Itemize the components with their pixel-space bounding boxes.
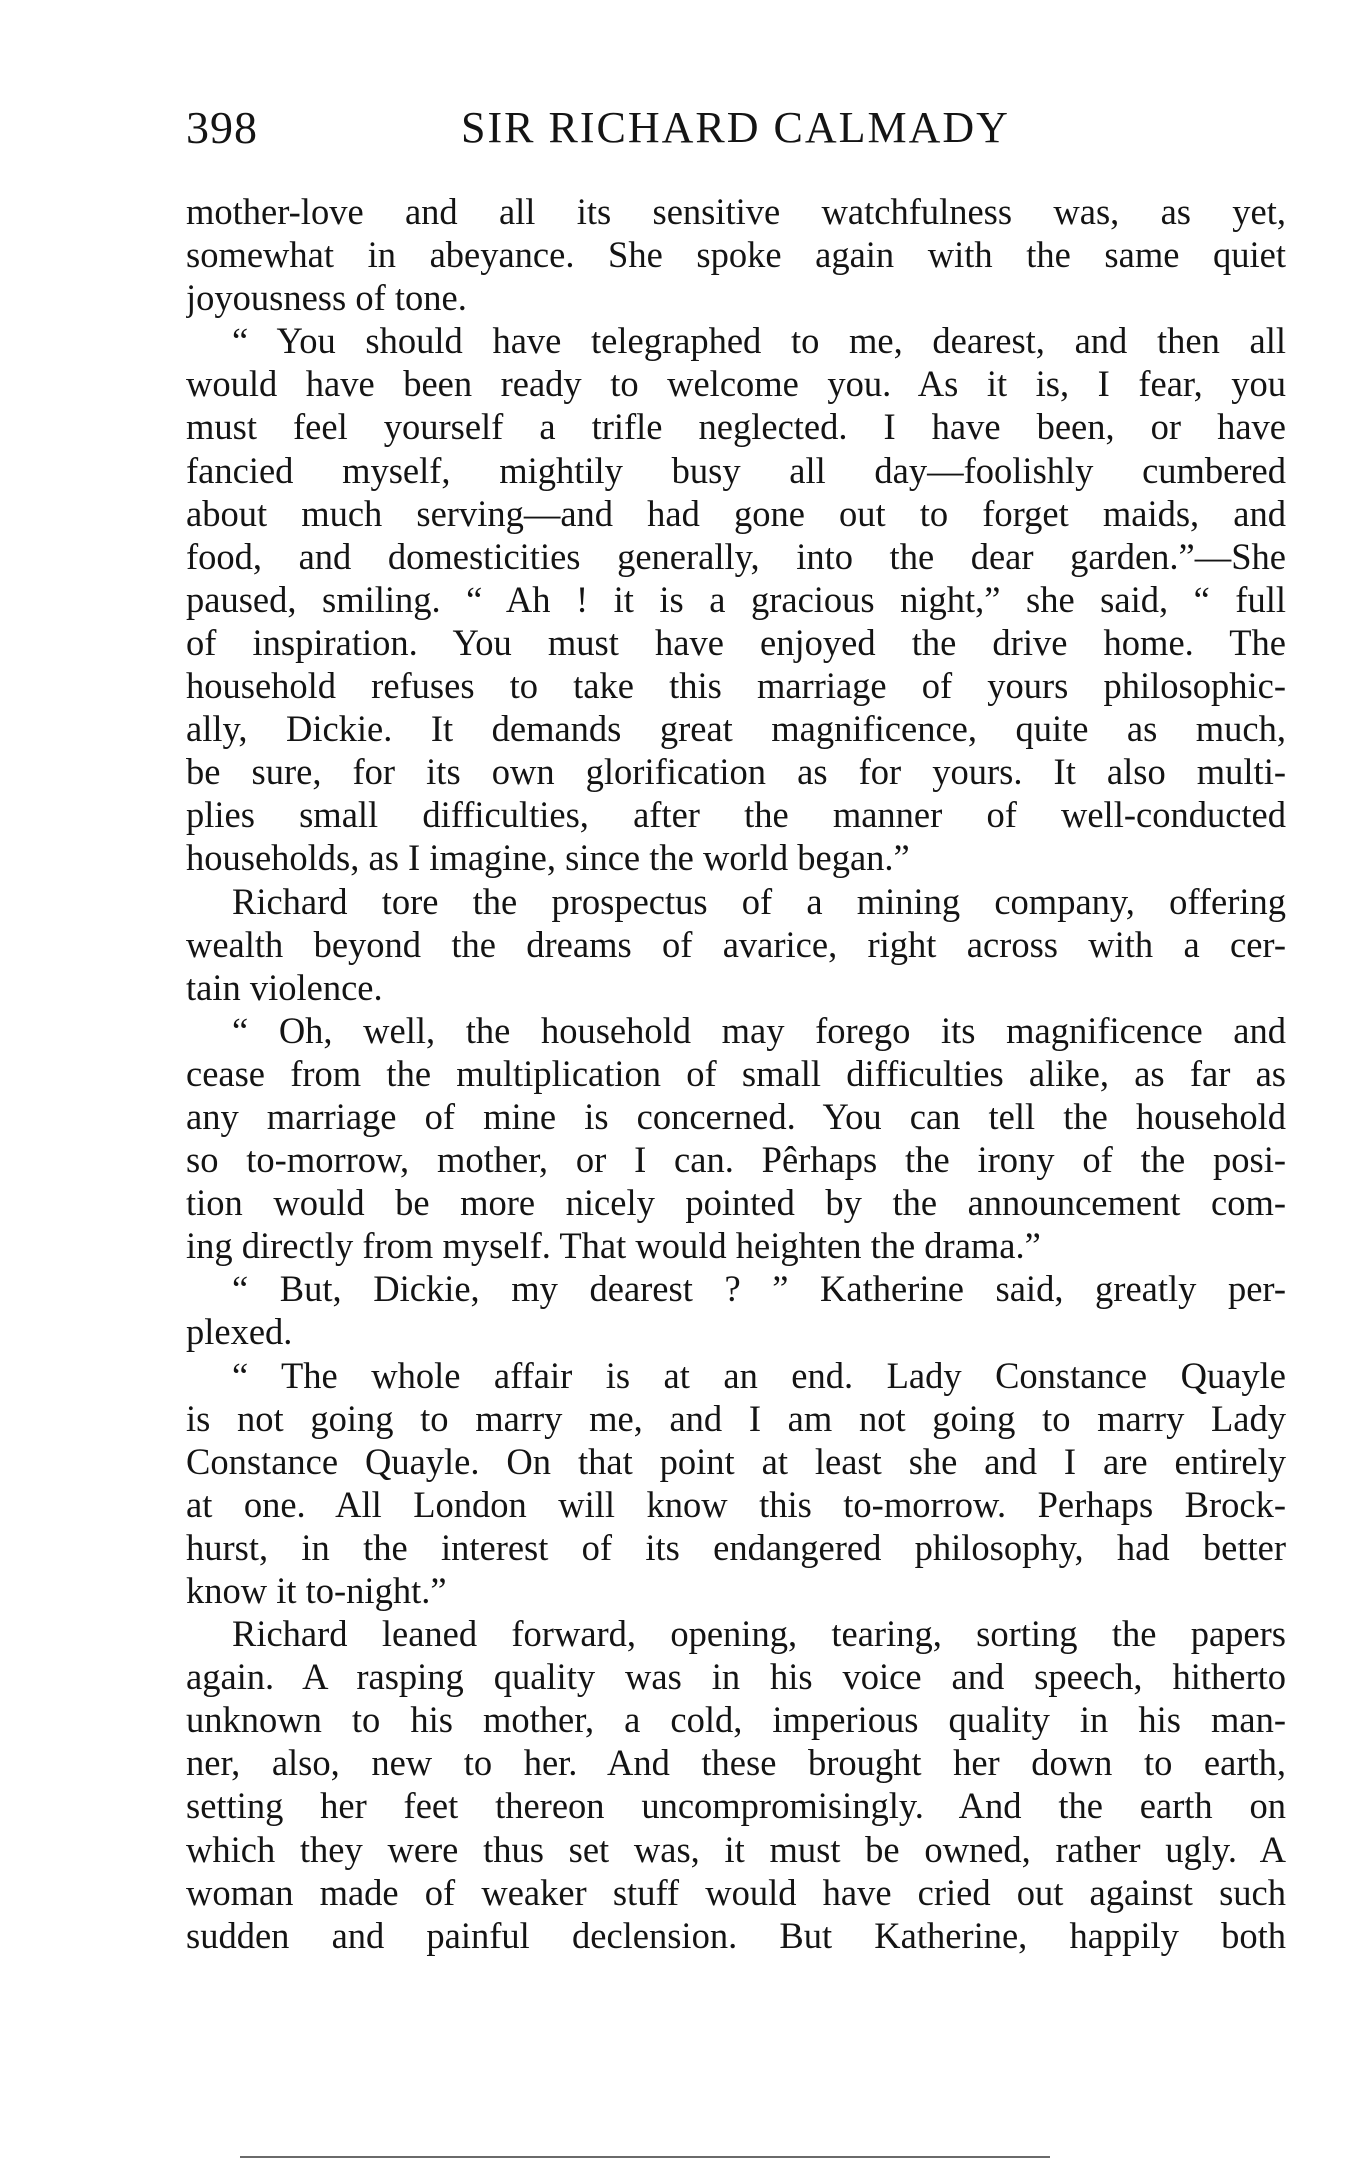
text-line: woman made of weaker stuff would have cried out against such bbox=[186, 1871, 1286, 1913]
text-line: any marriage of mine is concerned. You can tell the household bbox=[186, 1095, 1286, 1137]
text-line: is not going to marry me, and I am not going to marry Lady bbox=[186, 1397, 1286, 1439]
text-line: so to-morrow, mother, or I can. Pêrhaps the irony of the posi- bbox=[186, 1139, 1286, 1181]
text-line: household refuses to take this marriage of yours philosophic- bbox=[186, 665, 1286, 707]
page-number: 398 bbox=[186, 102, 258, 153]
text-line: tion would be more nicely pointed by the announcement com- bbox=[186, 1182, 1286, 1224]
text-line: fancied myself, mightily busy all day—foolishly cumbered bbox=[186, 449, 1286, 491]
text-line: again. A rasping quality was in his voice and speech, hitherto bbox=[186, 1656, 1286, 1698]
text-line: mother-love and all its sensitive watchfulness was, as yet, bbox=[186, 191, 1286, 232]
text-line: unknown to his mother, a cold, imperious quality in his man- bbox=[186, 1699, 1286, 1741]
text-line: paused, smiling. “ Ah ! it is a gracious night,” she said, “ full bbox=[186, 578, 1286, 620]
text-line: tain violence. bbox=[186, 966, 383, 1008]
text-line: ally, Dickie. It demands great magnificence, quite as much, bbox=[186, 708, 1286, 750]
text-line: about much serving—and had gone out to forget maids, and bbox=[186, 492, 1286, 534]
text-line: setting her feet thereon uncompromisingly. And the earth on bbox=[186, 1785, 1286, 1827]
text-line: sudden and painful declension. But Katherine, happily both bbox=[186, 1914, 1286, 1956]
text-line: ing directly from myself. That would heighten the drama.” bbox=[186, 1225, 1041, 1267]
text-line: food, and domesticities generally, into the dear garden.”—She bbox=[186, 535, 1286, 577]
text-line: Constance Quayle. On that point at least she and I are entirely bbox=[186, 1440, 1286, 1482]
text-line: which they were thus set was, it must be owned, rather ugly. A bbox=[186, 1828, 1286, 1870]
text-line: of inspiration. You must have enjoyed the drive home. The bbox=[186, 621, 1286, 663]
running-head: SIR RICHARD CALMADY bbox=[461, 103, 1010, 152]
page-header bbox=[186, 98, 1286, 158]
text-line: somewhat in abeyance. She spoke again with the same quiet bbox=[186, 234, 1286, 276]
body-text bbox=[186, 190, 1286, 1957]
text-line: cease from the multiplication of small difficulties alike, as far as bbox=[186, 1052, 1286, 1094]
footer-rule bbox=[240, 2156, 1050, 2158]
text-line: households, as I imagine, since the world began.” bbox=[186, 837, 910, 879]
text-line: ner, also, new to her. And these brought her down to earth, bbox=[186, 1742, 1286, 1784]
text-line: plies small difficulties, after the manner of well-conducted bbox=[186, 794, 1286, 836]
text-line: wealth beyond the dreams of avarice, right across with a cer- bbox=[186, 923, 1286, 965]
text-line: must feel yourself a trifle neglected. I have been, or have bbox=[186, 406, 1286, 448]
text-line: “ The whole affair is at an end. Lady Constance Quayle bbox=[232, 1354, 1286, 1396]
text-line: joyousness of tone. bbox=[186, 277, 467, 319]
text-line: at one. All London will know this to-morrow. Perhaps Brock- bbox=[186, 1483, 1286, 1525]
text-line: know it to-night.” bbox=[186, 1570, 447, 1611]
text-line: “ You should have telegraphed to me, dearest, and then all bbox=[232, 320, 1286, 362]
text-line: Richard tore the prospectus of a mining company, offering bbox=[232, 880, 1286, 922]
text-line: “ But, Dickie, my dearest ? ” Katherine said, greatly per- bbox=[232, 1268, 1286, 1310]
text-line: plexed. bbox=[186, 1311, 293, 1353]
text-line: “ Oh, well, the household may forego its magnificence and bbox=[232, 1009, 1286, 1051]
text-line: be sure, for its own glorification as for yours. It also multi- bbox=[186, 751, 1286, 793]
text-line: would have been ready to welcome you. As it is, I fear, you bbox=[186, 363, 1286, 405]
text-line: Richard leaned forward, opening, tearing, sorting the papers bbox=[232, 1613, 1286, 1655]
text-line: hurst, in the interest of its endangered philosophy, had better bbox=[186, 1526, 1286, 1568]
